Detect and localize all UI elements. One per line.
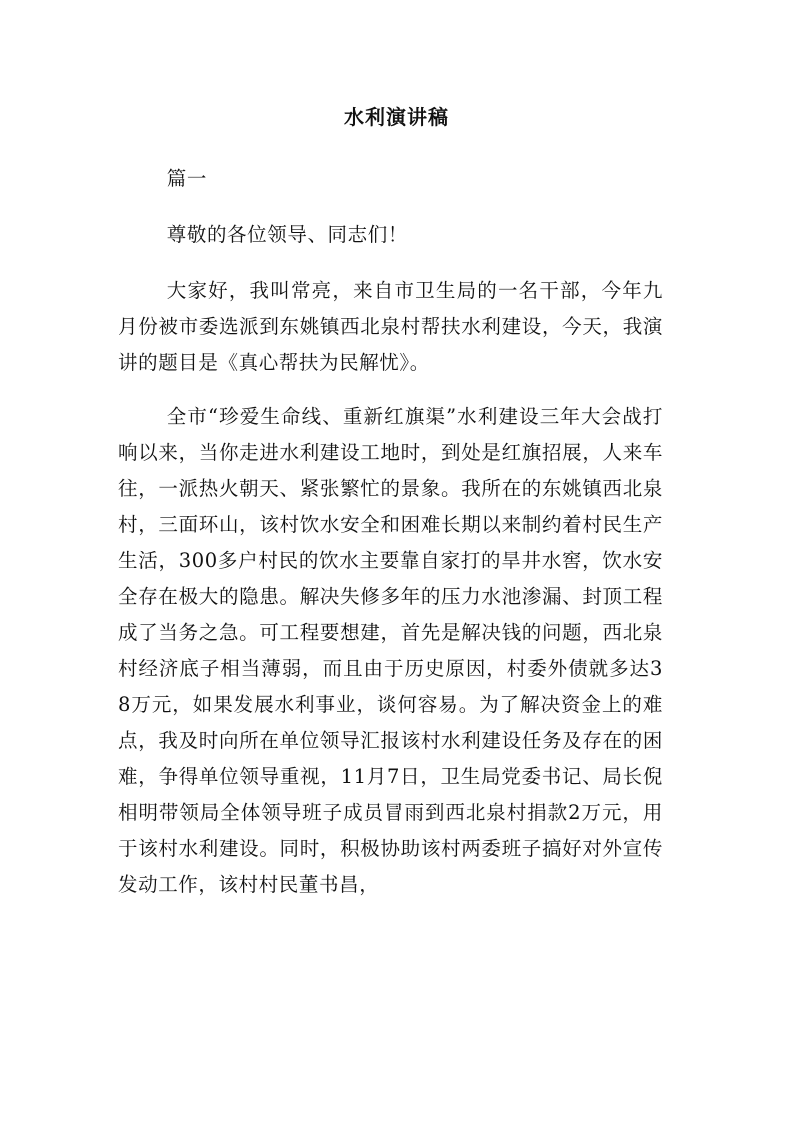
document-body — [118, 161, 663, 921]
paragraph-section-label: 篇一 — [166, 167, 207, 190]
paragraph-salutation: 尊敬的各位领导、同志们！ — [166, 223, 408, 246]
document-title: 水利演讲稿 — [344, 105, 449, 129]
paragraph-introduction: 大家好，我叫常亮，来自市卫生局的一名干部，今年九月份被市委选派到东姚镇西北泉村帮扶水利建设，今天，我演讲的题目是《真心帮扶为民解忧》。 — [118, 279, 663, 374]
paragraph-main: 全市“珍爱生命线、重新红旗渠”水利建设三年大会战打响以来，当你走进水利建设工地时，到处是红旗招展，人来车往，一派热火朝天、紧张繁忙的景象。我所在的东姚镇西北泉村，三面环山，该村饮水安全和困难长期以来制约着村民生产生活，300多户村民的饮水主要靠自家打的旱井水窖，饮水安全存在极大的隐患。解决失修多年的压力水池渗漏、封顶工程成了当务之急。可工程要想建，首先是解决钱的问题，西北泉村经济底子相当薄弱，而且由于历史原因，村委外债就多达38万元，如果发展水利事业，谈何容易。为了解决资金上的难点，我及时向所在单位领导汇报该村水利建设任务及存在的困难，争得单位领导重视，11月7日，卫生局党委书记、局长倪相明带领局全体领导班子成员冒雨到西北泉村捐款2万元，用于该村水利建设。同时，积极协助该村两委班子搞好对外宣传发动工作，该村村民董书昌， — [118, 405, 663, 896]
